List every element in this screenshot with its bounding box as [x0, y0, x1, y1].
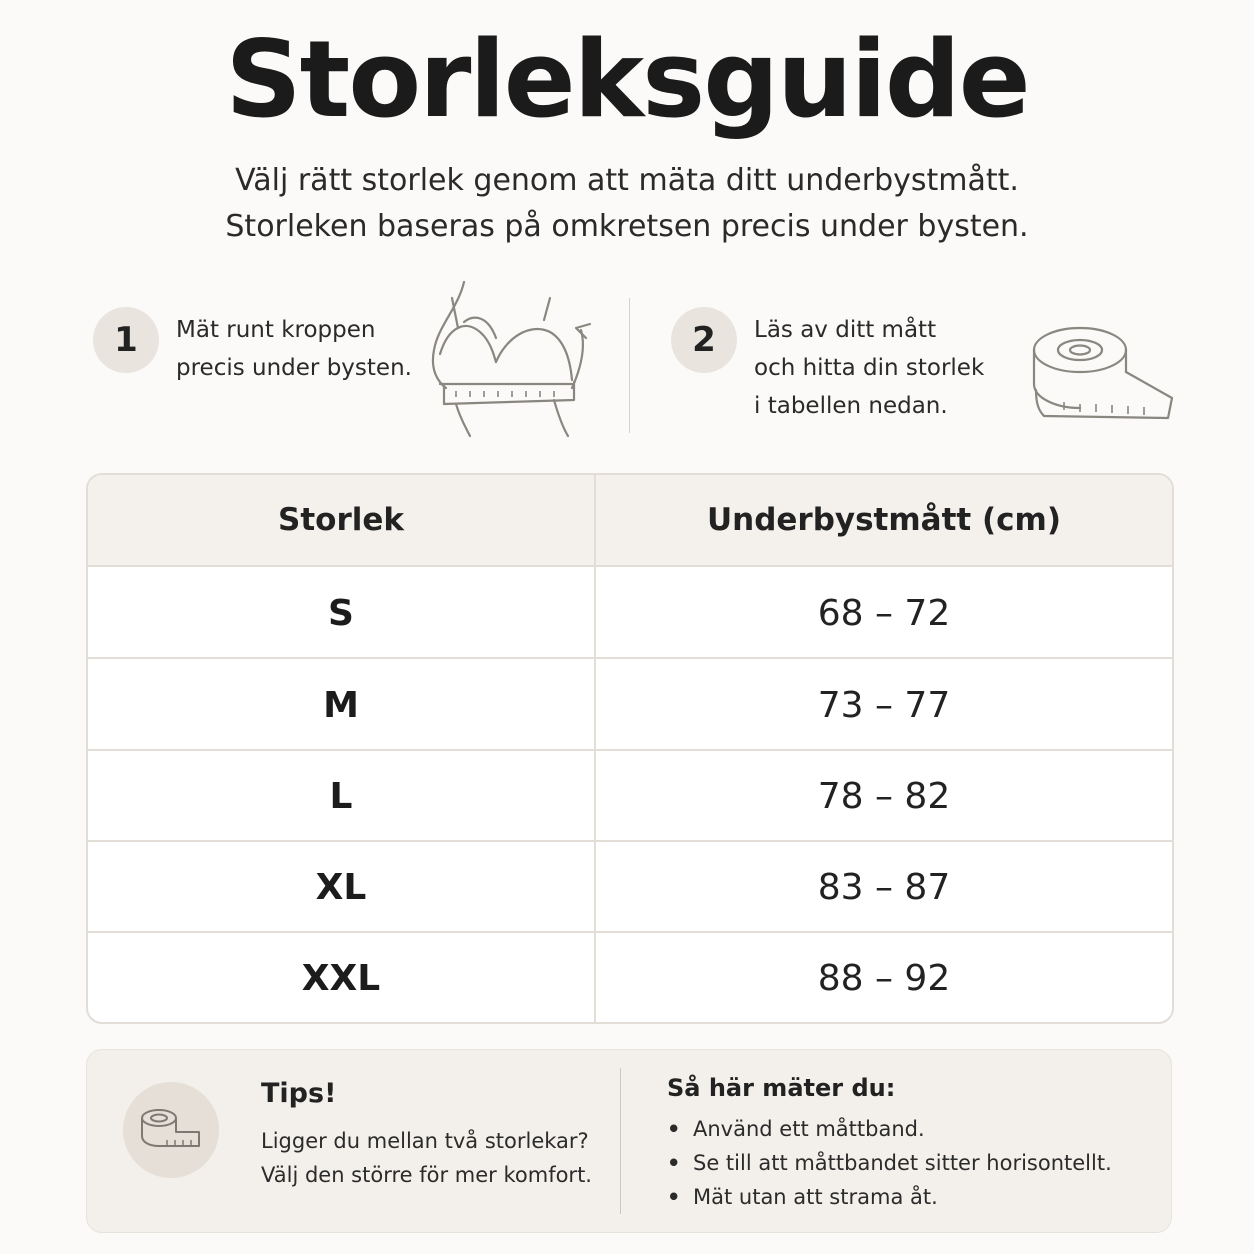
- step-text-line: Läs av ditt mått: [754, 317, 937, 343]
- step-1-text: [176, 311, 412, 387]
- range-cell: 88 – 92: [817, 958, 951, 999]
- step-text-line: i tabellen nedan.: [754, 393, 948, 419]
- page-title: Storleksguide: [225, 18, 1029, 141]
- bullet-icon: •: [667, 1185, 681, 1209]
- table-header-row: [88, 475, 1172, 565]
- table-row: [88, 931, 1172, 1024]
- step-number-badge: 2: [671, 307, 737, 373]
- bullet-icon: •: [667, 1151, 681, 1175]
- list-item: [667, 1180, 1112, 1214]
- page-subtitle: [0, 158, 1254, 250]
- range-cell: 73 – 77: [817, 684, 951, 726]
- list-item-text: Se till att måttbandet sitter horisontellt.: [693, 1151, 1112, 1175]
- size-cell: XXL: [301, 958, 381, 999]
- list-item: [667, 1146, 1112, 1180]
- bullet-icon: •: [667, 1117, 681, 1141]
- size-cell: S: [328, 592, 354, 634]
- measuring-tape-icon: [139, 1106, 203, 1154]
- size-cell: M: [323, 684, 359, 726]
- subtitle-line: Välj rätt storlek genom att mäta ditt underbystmått.: [235, 163, 1019, 198]
- range-cell: 68 – 72: [817, 592, 951, 634]
- tips-divider: [620, 1068, 621, 1214]
- table-row: [88, 657, 1172, 751]
- tips-text: [261, 1124, 592, 1192]
- tips-icon-badge: [123, 1082, 219, 1178]
- list-item-text: Mät utan att strama åt.: [693, 1185, 938, 1209]
- step-text-line: precis under bysten.: [176, 355, 412, 381]
- bra-measuring-icon: [426, 278, 596, 440]
- subtitle-line: Storleken baseras på omkretsen precis under bysten.: [225, 209, 1029, 244]
- step-text-line: Mät runt kroppen: [176, 317, 376, 343]
- range-cell: 83 – 87: [817, 867, 951, 908]
- size-cell: XL: [315, 867, 367, 908]
- column-header-size: Storlek: [278, 502, 404, 538]
- tips-line: Ligger du mellan två storlekar?: [261, 1129, 589, 1153]
- tips-title: Tips!: [261, 1078, 337, 1109]
- measuring-tape-icon: [1030, 322, 1176, 432]
- table-row: [88, 840, 1172, 933]
- table-row: [88, 749, 1172, 842]
- range-cell: 78 – 82: [817, 776, 951, 817]
- howto-title: Så här mäter du:: [667, 1074, 896, 1102]
- size-cell: L: [329, 776, 353, 817]
- list-item: [667, 1112, 1112, 1146]
- step-number-badge: 1: [93, 307, 159, 373]
- tips-box: [86, 1049, 1172, 1233]
- howto-list: [667, 1112, 1112, 1214]
- tips-line: Välj den större för mer komfort.: [261, 1163, 592, 1187]
- table-row: [88, 565, 1172, 659]
- step-text-line: och hitta din storlek: [754, 355, 985, 381]
- step-2-text: [754, 311, 984, 425]
- size-table: [86, 473, 1174, 1024]
- steps-divider: [629, 298, 630, 433]
- table-column-divider: [594, 475, 596, 1022]
- column-header-underbust: Underbystmått (cm): [706, 502, 1062, 538]
- list-item-text: Använd ett måttband.: [693, 1117, 925, 1141]
